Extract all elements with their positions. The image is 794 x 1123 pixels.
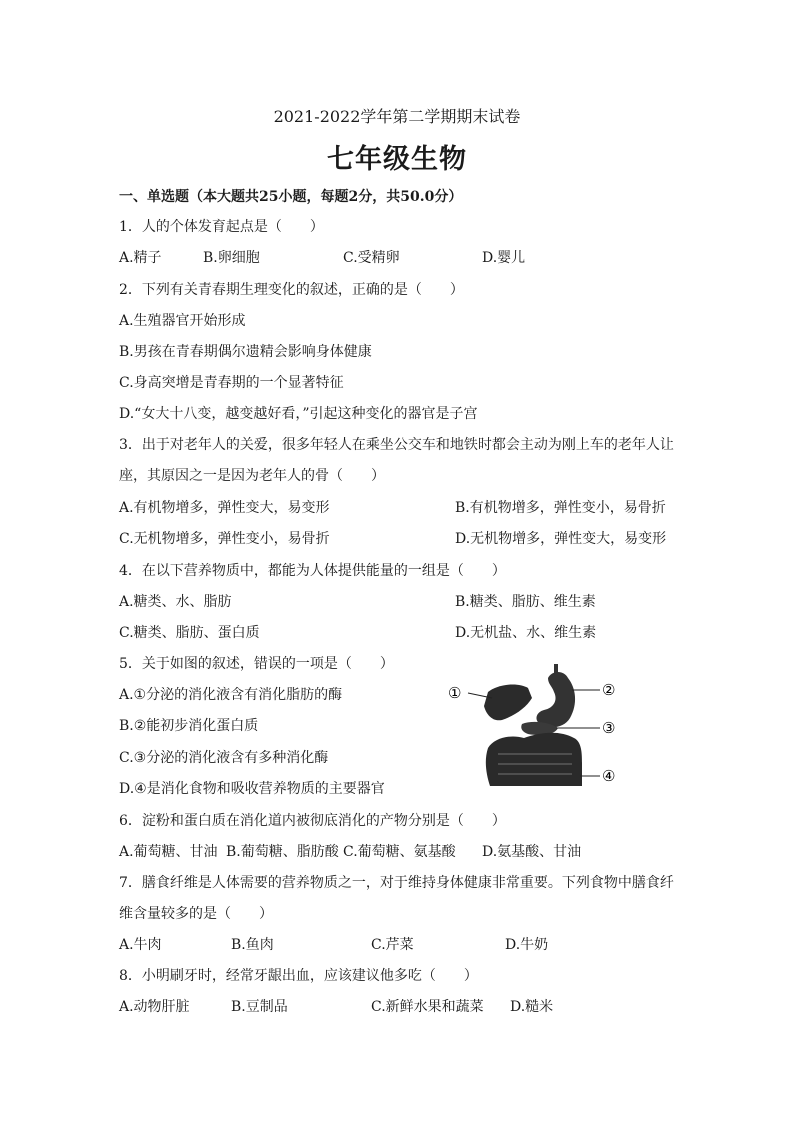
question-6-option-c: C.葡萄糖、氨基酸	[343, 844, 456, 860]
question-5-option-b: B.②能初步消化蛋白质	[119, 718, 259, 734]
question-2-option-a: A.生殖器官开始形成	[119, 313, 246, 329]
question-8-option-d: D.糙米	[510, 999, 554, 1015]
question-1-option-c: C.受精卵	[343, 250, 400, 266]
figure-label-3: ③	[602, 719, 616, 737]
question-3-option-b: B.有机物增多，弹性变小，易骨折	[455, 500, 666, 516]
digestive-system-figure	[440, 664, 630, 790]
question-7-stem-line-1: 7．膳食纤维是人体需要的营养物质之一，对于维持身体健康非常重要。下列食物中膳食纤	[119, 875, 674, 891]
question-4-option-a: A.糖类、水、脂肪	[119, 594, 232, 610]
question-6-option-d: D.氨基酸、甘油	[482, 844, 582, 860]
intestine-shape	[486, 733, 582, 786]
question-5-option-c: C.③分泌的消化液含有多种消化酶	[119, 750, 329, 766]
question-4-option-c: C.糖类、脂肪、蛋白质	[119, 625, 260, 641]
question-1-stem: 1．人的个体发育起点是（ ）	[119, 219, 324, 235]
question-4-stem: 4．在以下营养物质中，都能为人体提供能量的一组是（ ）	[119, 563, 506, 579]
question-4-option-b: B.糖类、脂肪、维生素	[455, 594, 596, 610]
question-4-option-d: D.无机盐、水、维生素	[455, 625, 597, 641]
stomach-shape	[537, 672, 576, 727]
question-3-stem-line-2: 座，其原因之一是因为老年人的骨（ ）	[119, 468, 385, 484]
question-2-option-d: D.“女大十八变，越变越好看，”引起这种变化的器官是子宫	[119, 406, 478, 422]
exam-title: 2021-2022学年第二学期期末试卷	[273, 107, 521, 126]
question-5-option-a: A.①分泌的消化液含有消化脂肪的酶	[119, 687, 343, 703]
question-8-option-a: A.动物肝脏	[119, 999, 190, 1015]
question-1-option-a: A.精子	[119, 250, 162, 266]
question-3-option-a: A.有机物增多，弹性变大，易变形	[119, 500, 330, 516]
question-5-stem: 5．关于如图的叙述，错误的一项是（ ）	[119, 656, 394, 672]
question-2-stem: 2．下列有关青春期生理变化的叙述，正确的是（ ）	[119, 282, 464, 298]
question-6-stem: 6．淀粉和蛋白质在消化道内被彻底消化的产物分别是（ ）	[119, 813, 506, 829]
question-1-option-d: D.婴儿	[482, 250, 526, 266]
question-2-option-b: B.男孩在青春期偶尔遗精会影响身体健康	[119, 344, 372, 360]
question-3-option-c: C.无机物增多，弹性变小，易骨折	[119, 531, 330, 547]
question-6-option-b: B.葡萄糖、脂肪酸	[226, 844, 339, 860]
question-8-option-c: C.新鲜水果和蔬菜	[371, 999, 484, 1015]
figure-label-1: ①	[448, 684, 462, 702]
question-2-option-c: C.身高突增是青春期的一个显著特征	[119, 375, 344, 391]
question-1-option-b: B.卵细胞	[203, 250, 260, 266]
figure-label-2: ②	[602, 681, 616, 699]
section-heading: 一、单选题（本大题共25小题，每题2分，共50.0分）	[119, 189, 463, 205]
question-3-stem-line-1: 3．出于对老年人的关爱，很多年轻人在乘坐公交车和地铁时都会主动为刚上车的老年人让	[119, 437, 674, 453]
question-7-option-d: D.牛奶	[505, 937, 549, 953]
question-3-option-d: D.无机物增多，弹性变大，易变形	[455, 531, 667, 547]
question-7-option-c: C.芹菜	[371, 937, 414, 953]
esophagus-shape	[554, 664, 558, 678]
exam-subject: 七年级生物	[327, 144, 467, 175]
question-8-stem: 8．小明刷牙时，经常牙龈出血，应该建议他多吃（ ）	[119, 968, 478, 984]
liver-shape	[484, 685, 532, 721]
question-6-option-a: A.葡萄糖、甘油	[119, 844, 218, 860]
question-8-option-b: B.豆制品	[231, 999, 288, 1015]
question-5-option-d: D.④是消化食物和吸收营养物质的主要器官	[119, 781, 385, 797]
question-7-option-a: A.牛肉	[119, 937, 162, 953]
question-7-stem-line-2: 维含量较多的是（ ）	[119, 906, 273, 922]
figure-label-4: ④	[602, 767, 616, 785]
question-7-option-b: B.鱼肉	[231, 937, 274, 953]
